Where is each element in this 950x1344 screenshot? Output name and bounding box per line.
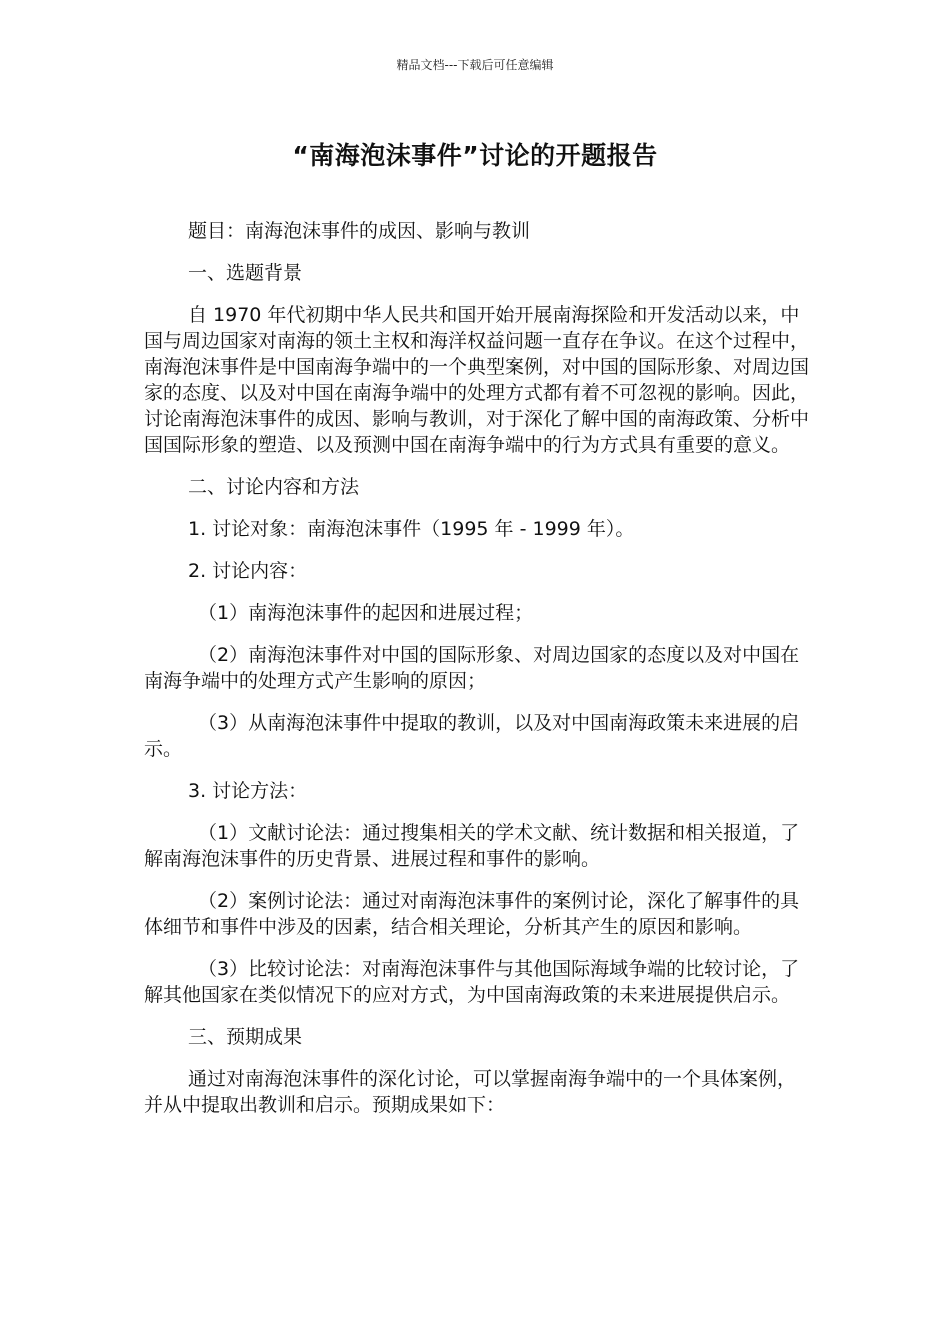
content-subitem-3: （3）从南海泡沫事件中提取的教训，以及对中国南海政策未来进展的启示。	[144, 712, 800, 760]
item-discussion-content: 2. 讨论内容：	[188, 560, 308, 582]
method-case-study: （2）案例讨论法：通过对南海泡沫事件的案例讨论，深化了解事件的具体细节和事件中涉及的因素，结合相关理论，分析其产生的原因和影响。	[144, 890, 800, 938]
topic-line: 题目：南海泡沫事件的成因、影响与教训	[188, 220, 531, 242]
method-comparative: （3）比较讨论法：对南海泡沫事件与其他国际海域争端的比较讨论，了解其他国家在类似情况下的应对方式，为中国南海政策的未来进展提供启示。	[144, 958, 800, 1006]
background-paragraph: 自 1970 年代初期中华人民共和国开始开展南海探险和开发活动以来，中国与周边国家对南海的领土主权和海洋权益问题一直存在争议。在这个过程中，南海泡沫事件是中国南海争端中的一个典型案例，对中国的国际形象、对周边国家的态度、以及对中国在南海争端中的处理方式都有着不可忽视的影响。因此，讨论南海泡沫事件的成因、影响与教训，对于深化了解中国的南海政策、分析中国国际形象的塑造、以及预测中国在南海争端中的行为方式具有重要的意义。	[144, 304, 810, 456]
section-heading-background: 一、选题背景	[188, 262, 303, 284]
expected-results-paragraph: 通过对南海泡沫事件的深化讨论，可以掌握南海争端中的一个具体案例，并从中提取出教训和启示。预期成果如下：	[144, 1068, 797, 1116]
item-discussion-object: 1. 讨论对象：南海泡沫事件（1995 年 - 1999 年）。	[188, 518, 635, 540]
page-header: 精品文档---下载后可任意编辑	[396, 58, 554, 72]
content-subitem-1: （1）南海泡沫事件的起因和进展过程；	[198, 602, 534, 624]
content-subitem-2: （2）南海泡沫事件对中国的国际形象、对周边国家的态度以及对中国在南海争端中的处理方式产生影响的原因；	[144, 644, 800, 692]
method-literature: （1）文献讨论法：通过搜集相关的学术文献、统计数据和相关报道，了解南海泡沫事件的历史背景、进展过程和事件的影响。	[144, 822, 800, 870]
section-heading-content-methods: 二、讨论内容和方法	[188, 476, 360, 498]
item-discussion-methods: 3. 讨论方法：	[188, 780, 308, 802]
document-body	[144, 218, 810, 1134]
section-heading-expected-results: 三、预期成果	[188, 1026, 303, 1048]
document-title: “南海泡沫事件”讨论的开题报告	[292, 141, 658, 170]
